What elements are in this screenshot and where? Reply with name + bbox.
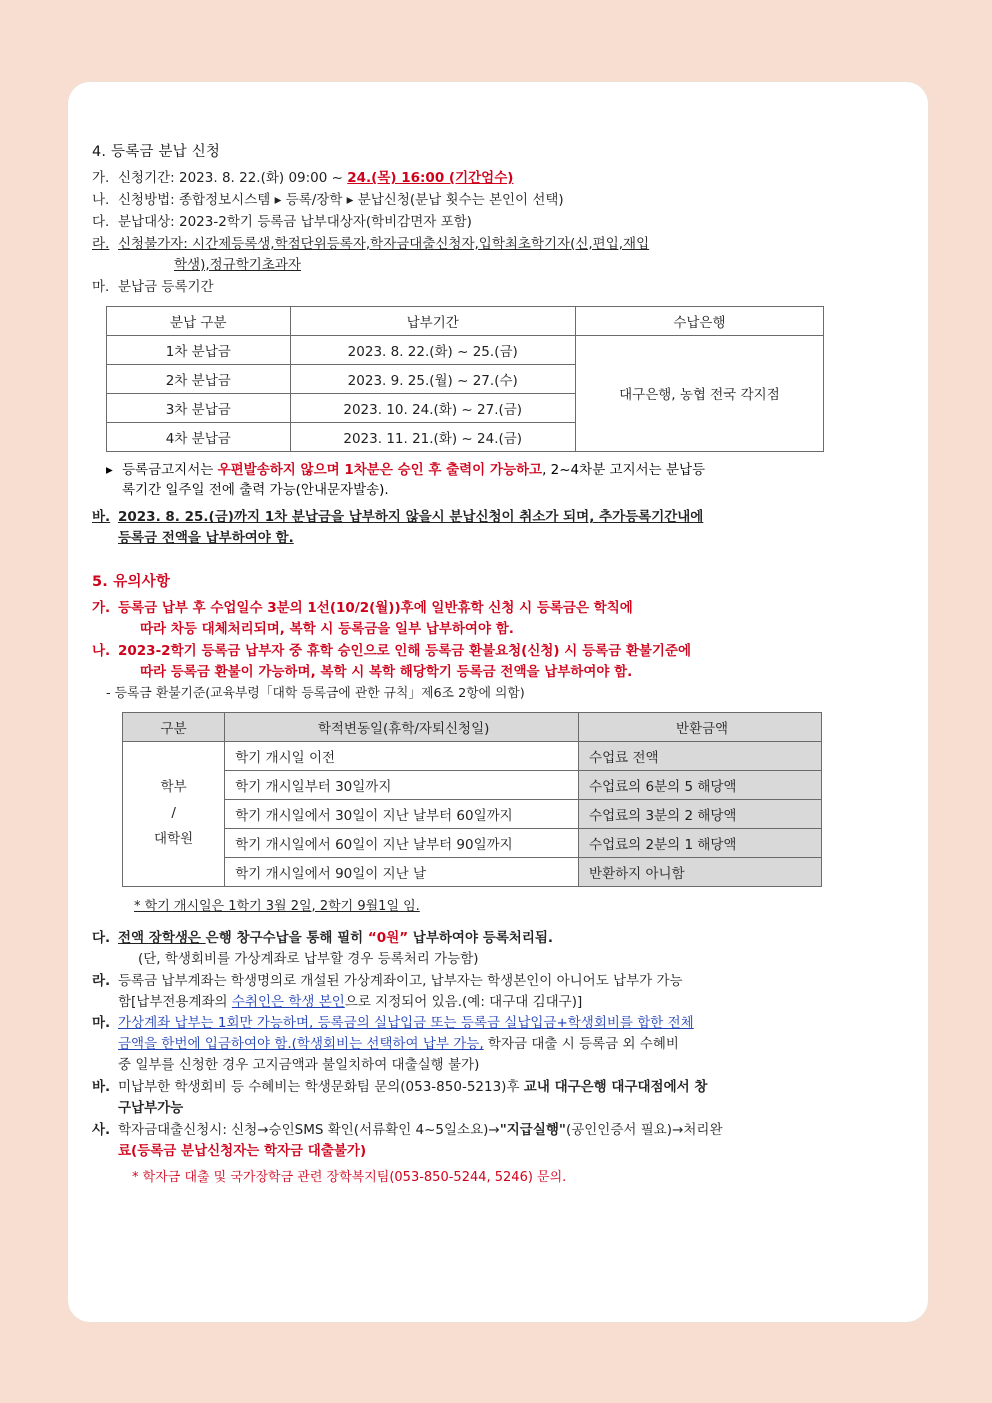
leave-rule-line1: 등록금 납부 후 수업일수 3분의 1선(10/2(월))후에 일반휴학 신청 시 등록금은 학칙에 [118, 600, 633, 617]
installment-payment-table [106, 306, 824, 452]
table-header-row [123, 712, 822, 741]
loan-flow-line1-a: 학자금대출신청시: 신청→승인SMS 확인(서류확인 4~5일소요)→ [118, 1122, 500, 1139]
item-text [118, 598, 904, 640]
cell-division: 3차 분납금 [107, 393, 291, 422]
cell-division-slash: / [171, 804, 176, 821]
cell-division: 2차 분납금 [107, 364, 291, 393]
header-division: 분납 구분 [107, 306, 291, 335]
section-4-item-ba [92, 507, 904, 549]
item-text [118, 1077, 904, 1119]
invoice-note-line2: 록기간 일주일 전에 출력 가능(안내문자발송). [122, 482, 389, 499]
section-5-item-ra [92, 971, 904, 1013]
item-marker: 나. [92, 643, 111, 660]
item-text [118, 234, 904, 276]
invoice-note-highlight: 우편발송하지 않으며 1차분은 승인 후 출력이 가능하고 [217, 461, 543, 478]
item-marker: 마. [92, 278, 110, 295]
installment-period-label: 분납금 등록기간 [118, 278, 214, 295]
cancel-warning-line2: 등록금 전액을 납부하여야 함. [118, 530, 294, 547]
table-row [123, 799, 822, 828]
virtual-account-line2-a: 함[납부전용계좌의 [118, 993, 232, 1010]
deposit-rule-line2: 금액을 한번에 입금하여야 함.(학생회비는 선택하여 납부 가능, [118, 1036, 484, 1053]
table-row [123, 741, 822, 770]
cell-division: 1차 분납금 [107, 335, 291, 364]
section-4-item-ga [92, 168, 904, 189]
table-row [107, 335, 824, 364]
ineligible-text-line2: 학생),정규학기초과자 [174, 256, 301, 273]
apply-period-text: 신청기간: 2023. 8. 22.(화) 09:00 ~ [118, 170, 348, 186]
cell-refund-amount: 수업료의 3분의 2 해당액 [579, 799, 822, 828]
item-marker: 바. [92, 509, 111, 526]
cell-bank: 대구은행, 농협 전국 각지점 [575, 335, 823, 451]
item-text [118, 1013, 904, 1076]
full-scholarship-pre: 전액 장학생은 [118, 929, 206, 946]
item-text [118, 507, 904, 549]
header-division: 구분 [123, 712, 225, 741]
item-marker: 마. [92, 1015, 111, 1032]
cell-refund-amount: 수업료 전액 [579, 741, 822, 770]
section-4-title: 4. 등록금 분납 신청 [92, 144, 221, 160]
apply-method-text: 신청방법: 종합정보시스템 ▸ 등록/장학 ▸ 분납신청(분납 횟수는 본인이 선택) [118, 191, 564, 208]
section-5-title: 5. 유의사항 [92, 574, 171, 591]
header-period: 납부기간 [290, 306, 575, 335]
cell-period: 2023. 9. 25.(월) ~ 27.(수) [290, 364, 575, 393]
full-scholarship-post: 납부하여야 등록처리됨. [408, 929, 554, 946]
cancel-warning-line1: 2023. 8. 25.(금)까지 1차 분납금을 납부하지 않을시 분납신청이 취소가 되며, 추가등록기간내에 [118, 509, 704, 526]
item-text [118, 1120, 904, 1162]
refund-standard-note-text: - 등록금 환불기준(교육부령「대학 등록금에 관한 규칙」제6조 2항에 의함) [106, 685, 525, 701]
section-5-item-sa [92, 1120, 904, 1162]
refund-standard-note [106, 684, 904, 704]
item-marker: 라. [92, 972, 111, 989]
leave-rule-line2: 따라 차등 대체처리되며, 복학 시 등록금을 일부 납부하여야 함. [140, 621, 514, 638]
cell-division: 4차 분납금 [107, 422, 291, 451]
section-5-item-ma [92, 1013, 904, 1076]
table-header-row [107, 306, 824, 335]
header-refund-amount: 반환금액 [579, 712, 822, 741]
cell-refund-amount: 수업료의 6분의 5 해당액 [579, 770, 822, 799]
item-text [118, 168, 904, 189]
table-row [123, 828, 822, 857]
cell-change-date: 학기 개시일에서 60일이 지난 날부터 90일까지 [225, 828, 579, 857]
cell-period: 2023. 10. 24.(화) ~ 27.(금) [290, 393, 575, 422]
refund-rule-line2: 따라 등록금 환불이 가능하며, 복학 시 복학 해당학기 등록금 전액을 납부하여야 함. [140, 663, 633, 680]
cell-change-date: 학기 개시일부터 30일까지 [225, 770, 579, 799]
document-page [68, 82, 928, 1322]
section-5-item-na [92, 641, 904, 683]
section-4-item-da [92, 212, 904, 233]
document-content [92, 140, 904, 1185]
table-row [123, 770, 822, 799]
invoice-note [106, 460, 904, 502]
item-marker: 가. [92, 600, 111, 617]
triangle-bullet-icon: ▸ [106, 461, 113, 478]
cell-refund-amount: 반환하지 아니함 [579, 857, 822, 886]
cell-change-date: 학기 개시일 이전 [225, 741, 579, 770]
loan-flow-line1-b: (공인인증서 필요)→처리완 [565, 1122, 723, 1139]
item-marker: 다. [92, 929, 111, 946]
student-fee-line2: 구납부가능 [118, 1100, 184, 1117]
item-marker: 라. [92, 235, 110, 252]
item-marker: 다. [92, 213, 110, 230]
loan-execute-highlight: "지급실행" [499, 1122, 566, 1139]
item-marker: 사. [92, 1122, 111, 1139]
refund-rule-line1: 2023-2학기 등록금 납부자 중 휴학 승인으로 인해 등록금 환불요청(신청) 시 등록금 환불기준에 [118, 643, 692, 660]
loan-contact-note-text: * 학자금 대출 및 국가장학금 관련 장학복지팀(053-850-5244, 5246) 문의. [132, 1169, 567, 1185]
cell-change-date: 학기 개시일에서 90일이 지난 날 [225, 857, 579, 886]
section-5-item-ba [92, 1077, 904, 1119]
section-5-item-da [92, 928, 904, 970]
deposit-rule-line1: 가상계좌 납부는 1회만 가능하며, 등록금의 실납입금 또는 등록금 실납입금+학생회비를 합한 전체 [118, 1015, 694, 1032]
item-text [118, 971, 904, 1013]
payee-highlight: 수취인은 학생 본인 [231, 993, 345, 1010]
cell-refund-amount: 수업료의 2분의 1 해당액 [579, 828, 822, 857]
virtual-account-line2-b: 으로 지정되어 있음.(예: 대구대 김대구)] [344, 993, 583, 1010]
cell-period: 2023. 11. 21.(화) ~ 24.(금) [290, 422, 575, 451]
student-fee-line1-b: 교내 대구은행 대구대점에서 창 [523, 1079, 708, 1096]
deposit-rule-line2-rest: 학자금 대출 시 등록금 외 수혜비 [483, 1036, 679, 1053]
cell-division-group [123, 741, 225, 886]
item-marker: 가. [92, 170, 110, 186]
invoice-note-pre: 등록금고지서는 [122, 461, 218, 478]
item-text [118, 928, 904, 970]
target-text: 분납대상: 2023-2학기 등록금 납부대상자(학비감면자 포함) [118, 213, 472, 230]
table-row [123, 857, 822, 886]
cell-division-undergrad: 학부 [160, 779, 187, 796]
item-marker: 바. [92, 1079, 111, 1096]
full-scholarship-mid: 은행 창구수납을 통해 필히 [205, 929, 368, 946]
cell-period: 2023. 8. 22.(화) ~ 25.(금) [290, 335, 575, 364]
invoice-note-mid: , 2~4차분 고지서는 분납등 [542, 461, 706, 478]
ineligible-text-line1: 신청불가자: 시간제등록생,학점단위등록자,학자금대출신청자,입학최초학기자(신,편입,재입 [118, 235, 650, 252]
section-4-item-ma [92, 277, 904, 298]
student-fee-line1-a: 미납부한 학생회비 등 수혜비는 학생문화팀 문의(053-850-5213)후 [118, 1079, 524, 1096]
section-4-item-na [92, 190, 904, 211]
invoice-note-text [122, 460, 705, 502]
header-change-date: 학적변동일(휴학/자퇴신청일) [225, 712, 579, 741]
loan-flow-line2: 료(등록금 분납신청자는 학자금 대출불가) [118, 1142, 367, 1159]
deposit-rule-line3: 중 일부를 신청한 경우 고지금액과 불일치하여 대출실행 불가) [118, 1057, 480, 1074]
section-4-item-ra [92, 234, 904, 276]
semester-start-note: * 학기 개시일은 1학기 3월 2일, 2학기 9월1일 임. [134, 898, 420, 914]
refund-standard-table [122, 712, 822, 887]
zero-won-highlight: “0원” [367, 929, 409, 946]
item-text [118, 641, 904, 683]
item-marker: 나. [92, 191, 110, 208]
cell-division-grad: 대학원 [154, 830, 194, 847]
apply-deadline-text: 24.(목) 16:00 (기간엄수) [347, 170, 514, 186]
section-5-item-ga [92, 598, 904, 640]
header-bank: 수납은행 [575, 306, 823, 335]
virtual-account-line1: 등록금 납부계좌는 학생명의로 개설된 가상계좌이고, 납부자는 학생본인이 아니어도 납부가 가능 [118, 972, 683, 989]
full-scholarship-line2: (단, 학생회비를 가상계좌로 납부할 경우 등록처리 가능함) [138, 950, 479, 967]
loan-contact-note [132, 1166, 904, 1185]
cell-change-date: 학기 개시일에서 30일이 지난 날부터 60일까지 [225, 799, 579, 828]
